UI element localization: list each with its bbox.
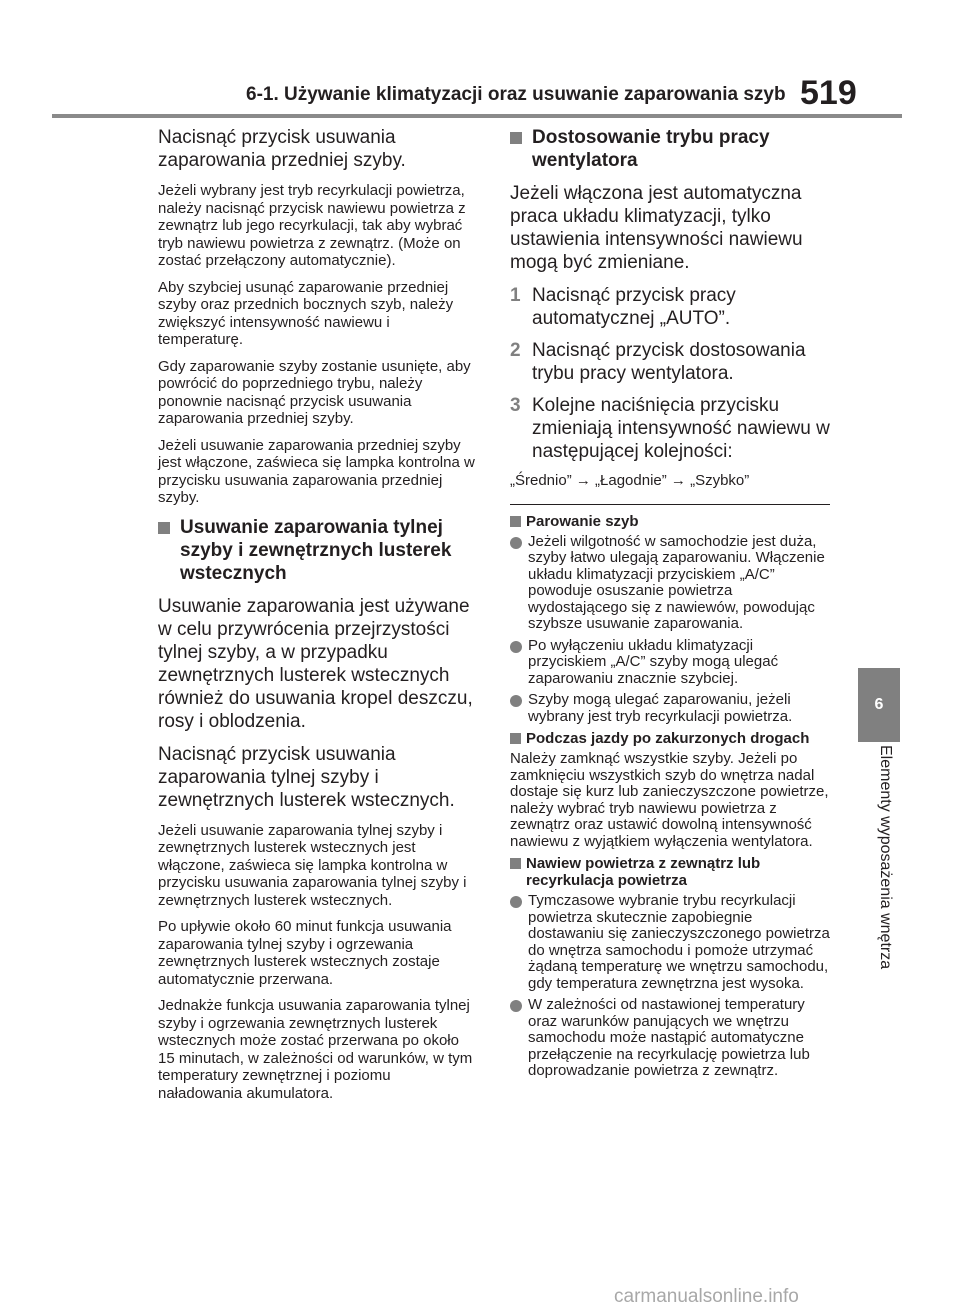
paragraph-small: Gdy zaparowanie szyby zostanie usunięte, aby powrócić do poprzedniego trybu, należy ponownie nacisnąć przycisk usuwania zaparowania przedniej szyby. — [158, 357, 471, 427]
paragraph-small: Jednakże funkcja usuwania zaparowania tylnej szyby i ogrzewania zewnętrznych lusterek wstecznych może zostać przerwana po około 15 minutach, w zależności od warunków, w tym temperatury zewnętrznej i poziomu naładowania akumulatora. — [158, 997, 473, 1102]
paragraph: Nacisnąć przycisk usuwania zaparowania tylnej szyby i zewnętrznych lusterek wstecznych. — [158, 743, 455, 811]
bullet-text: Jeżeli wilgotność w samochodzie jest duża, szyby łatwo ulegają zaparowaniu. Włączenie układu klimatyzacji przyciskiem „A/C” powoduje osuszanie powietrza wydostającego się z nawiewów, powodując szybsze usuwanie zaparowania. — [528, 532, 825, 632]
square-bullet-icon — [510, 516, 521, 527]
note-heading — [510, 513, 830, 530]
bullet-item — [510, 893, 830, 992]
bullet-text: Po wyłączeniu układu klimatyzacji przyciskiem „A/C” szyby mogą ulegać zaparowaniu znacznie szybciej. — [528, 636, 779, 687]
paragraph-small: Jeżeli wybrany jest tryb recyrkulacji powietrza, należy nacisnąć przycisk nawiewu powietrza z zewnątrz lub jego recyrkulacji, tak aby wybrać tryb nawiewu powietrza z zewnątrz. (Może on zostać przełączony automatycznie). — [158, 182, 466, 269]
step-number: 2 — [510, 340, 521, 361]
running-header: 6-1. Używanie klimatyzacji oraz usuwanie zaparowania szyb — [246, 84, 786, 105]
circle-bullet-icon — [510, 695, 522, 707]
paragraph-small: Aby szybciej usunąć zaparowanie przedniej szyby oraz przednich bocznych szyb, należy zwiększyć intensywność nawiewu i temperaturę. — [158, 278, 454, 348]
square-bullet-icon — [510, 132, 522, 144]
circle-bullet-icon — [510, 537, 522, 549]
note-heading-text: Parowanie szyb — [526, 512, 639, 530]
bullet-item — [510, 997, 830, 1080]
bullet-text: Tymczasowe wybranie trybu recyrkulacji powietrza skutecznie zapobiegnie dostawaniu się zanieczyszczonego powietrza do wnętrza samochodu i pomoże utrzymać żądaną temperaturę we wnętrzu samochodu, gdy temperatura zewnętrzna jest wysoka. — [528, 892, 830, 992]
paragraph: Usuwanie zaparowania jest używane w celu przywrócenia przejrzystości tylnej szyby, a w przypadku zewnętrznych lusterek wstecznych również do usuwania kropel deszczu, rosy i oblodzenia. — [158, 595, 473, 732]
section-heading-text: Dostosowanie trybu pracy wentylatora — [532, 127, 770, 171]
page-number: 519 — [800, 74, 857, 112]
step-item — [510, 394, 830, 463]
header-divider — [52, 114, 902, 118]
section-heading — [158, 516, 478, 585]
bullet-text: Szyby mogą ulegać zaparowaniu, jeżeli wybrany jest tryb recyrkulacji powietrza. — [528, 691, 793, 725]
step-number: 3 — [510, 395, 521, 416]
square-bullet-icon — [510, 858, 521, 869]
note-heading — [510, 730, 830, 747]
paragraph: Jeżeli włączona jest automatyczna praca układu klimatyzacji, tylko ustawienia intensywności nawiewu mogą być zmieniane. — [510, 183, 803, 273]
step-item — [510, 284, 830, 330]
notes-divider — [510, 504, 830, 505]
bullet-text: W zależności od nastawionej temperatury oraz warunków panujących we wnętrzu samochodu może nastąpić automatyczne przełączenie na recyrkulację powietrza lub doprowadzanie powietrza z zewnątrz. — [528, 996, 810, 1079]
circle-bullet-icon — [510, 896, 522, 908]
bullet-item — [510, 638, 830, 688]
chapter-tab: 6 — [858, 668, 900, 742]
watermark-link[interactable]: carmanualsonline.info — [614, 1286, 799, 1307]
step-text: Nacisnąć przycisk dostosowania trybu pracy wentylatora. — [532, 340, 806, 384]
circle-bullet-icon — [510, 1000, 522, 1012]
bullet-item — [510, 534, 830, 633]
left-column — [158, 126, 478, 1111]
paragraph-small: Jeżeli usuwanie zaparowania tylnej szyby i zewnętrznych lusterek wstecznych jest włączone, zaświeca się lampka kontrolna w przycisku usuwania zaparowania tylnej szyby i zewnętrznych lusterek wstecznych. — [158, 821, 467, 909]
circle-bullet-icon — [510, 641, 522, 653]
note-heading-text: Nawiew powietrza z zewnątrz lub recyrkulacja powietrza — [526, 855, 761, 889]
paragraph-small: Jeżeli usuwanie zaparowania przedniej szyby jest włączone, zaświeca się lampka kontrolna w przycisku usuwania zaparowania przedniej szyby. — [158, 436, 475, 506]
square-bullet-icon — [158, 522, 170, 534]
step-item — [510, 339, 830, 385]
step-text: Nacisnąć przycisk pracy automatycznej „AUTO”. — [532, 285, 736, 329]
note-heading — [510, 855, 830, 889]
bullet-item — [510, 692, 830, 725]
section-heading-text: Usuwanie zaparowania tylnej szyby i zewnętrznych lusterek wstecznych — [180, 516, 452, 584]
step-text: Kolejne naciśnięcia przycisku zmieniają intensywność nawiewu w następującej kolejności: — [532, 395, 830, 462]
step-number: 1 — [510, 285, 521, 306]
section-heading — [510, 126, 830, 172]
square-bullet-icon — [510, 733, 521, 744]
sequence-text: „Średnio” → „Łagodnie” → „Szybko” — [510, 472, 750, 489]
chapter-label: Elementy wyposażenia wnętrza — [877, 745, 894, 970]
paragraph-small: Po upływie około 60 minut funkcja usuwania zaparowania tylnej szyby i ogrzewania zewnętrznych lusterek wstecznych zostaje automatycznie przerwana. — [158, 918, 452, 988]
note-text: Należy zamknąć wszystkie szyby. Jeżeli po zamknięciu wszystkich szyb do wnętrza nadal dostaje się kurz lub zanieczyszczone powietrze, należy wybrać tryb nawiewu powietrza z zewnątrz oraz ustawić dowolną intensywność nawiewu z wyjątkiem wyłączenia wentylatora. — [510, 750, 829, 850]
paragraph: Nacisnąć przycisk usuwania zaparowania przedniej szyby. — [158, 127, 406, 171]
right-column — [510, 126, 830, 1085]
note-heading-text: Podczas jazdy po zakurzonych drogach — [526, 730, 810, 747]
